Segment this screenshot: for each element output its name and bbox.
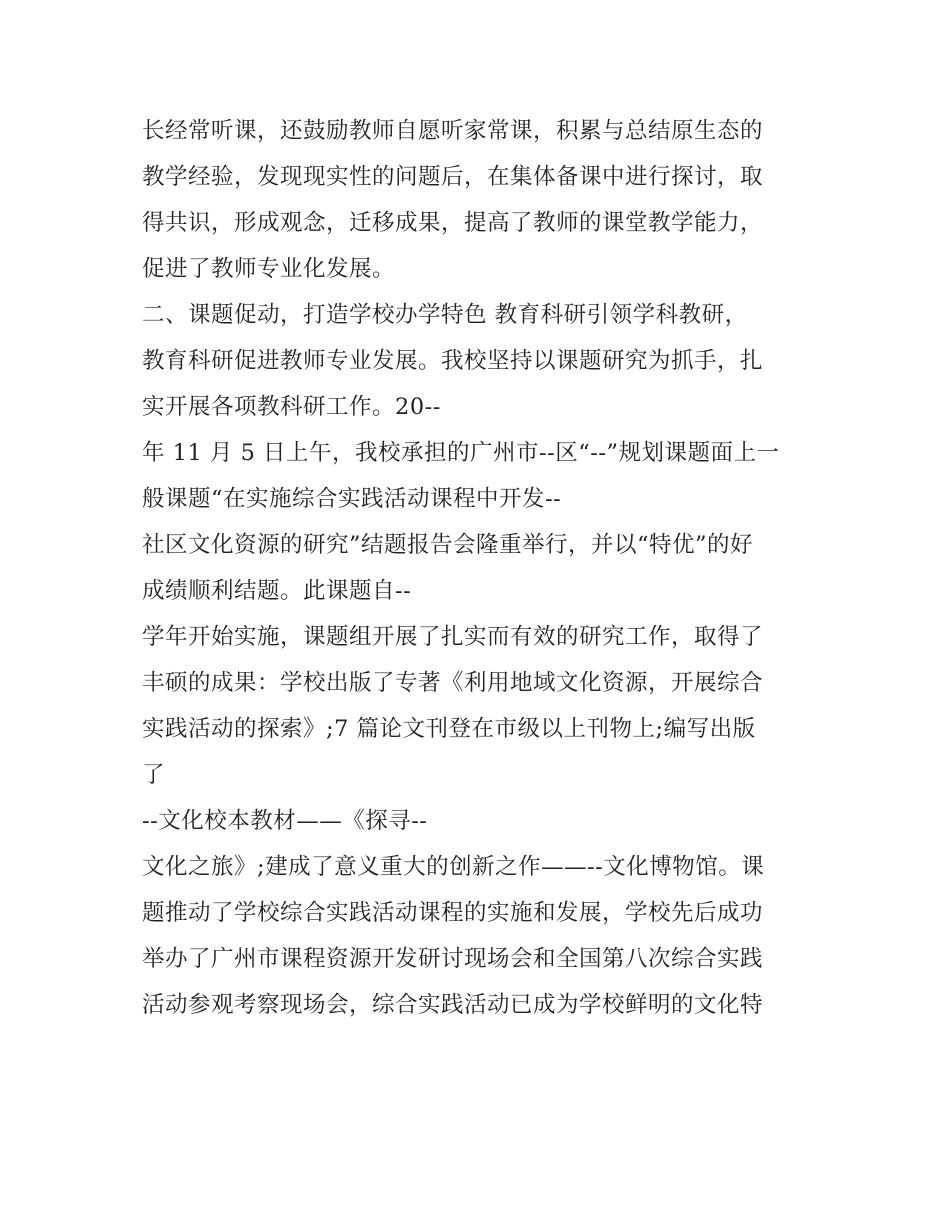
text-line: 实践活动的探索》;7 篇论文刊登在市级以上刊物上;编写出版 (142, 716, 756, 742)
text-line: 般课题“在实施综合实践活动课程中开发-- (142, 486, 562, 512)
body-text (142, 108, 822, 1028)
text-line: 得共识，形成观念，迁移成果，提高了教师的课堂教学能力， (142, 210, 764, 236)
section-heading-line: 二、课题促动，打造学校办学特色 教育科研引领学科教研， (142, 302, 748, 328)
text-line: 长经常听课，还鼓励教师自愿听家常课，积累与总结原生态的 (142, 118, 764, 144)
text-line: 年 11 月 5 日上午，我校承担的广州市--区“--”规划课题面上一 (142, 440, 780, 466)
text-line: 社区文化资源的研究”结题报告会隆重举行，并以“特优”的好 (142, 532, 754, 558)
text-line: --文化校本教材——《探寻-- (142, 808, 428, 834)
text-line: 实开展各项教科研工作。20-- (142, 394, 441, 420)
text-line: 学年开始实施，课题组开展了扎实而有效的研究工作，取得了 (142, 624, 764, 650)
text-line: 文化之旅》;建成了意义重大的创新之作——--文化博物馆。课 (142, 854, 765, 880)
text-line: 举办了广州市课程资源开发研讨现场会和全国第八次综合实践 (142, 946, 764, 972)
text-line: 教学经验，发现现实性的问题后，在集体备课中进行探讨，取 (142, 164, 764, 190)
text-line: 活动参观考察现场会，综合实践活动已成为学校鲜明的文化特 (142, 992, 764, 1018)
text-line: 促进了教师专业化发展。 (142, 256, 396, 282)
text-line: 成绩顺利结题。此课题自-- (142, 578, 412, 604)
text-line: 丰硕的成果：学校出版了专著《利用地域文化资源，开展综合 (142, 670, 764, 696)
text-line: 教育科研促进教师专业发展。我校坚持以课题研究为抓手，扎 (142, 348, 764, 374)
text-line: 了 (142, 762, 166, 788)
text-line: 题推动了学校综合实践活动课程的实施和发展，学校先后成功 (142, 900, 764, 926)
